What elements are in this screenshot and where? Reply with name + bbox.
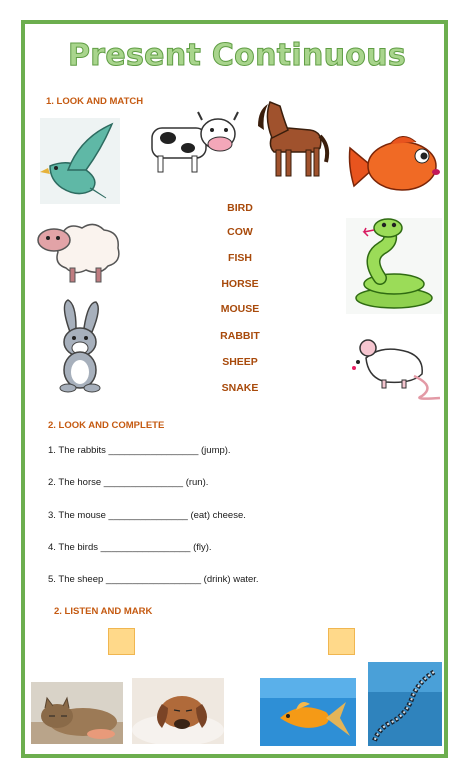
word-cow: COW — [227, 226, 253, 238]
word-sheep: SHEEP — [222, 356, 258, 368]
sentence-4: 4. The birds _________________ (fly). — [48, 542, 212, 553]
sea-snake-photo[interactable] — [368, 662, 442, 746]
mouse-icon — [352, 334, 442, 402]
word-mouse: MOUSE — [220, 303, 260, 315]
sheep-icon — [34, 214, 126, 286]
goldfish-photo[interactable] — [260, 678, 356, 746]
mark-box-left[interactable] — [108, 628, 135, 655]
section-listen-and-mark: 2. LISTEN AND MARK — [54, 606, 153, 617]
bird-icon — [40, 118, 120, 204]
sentence-1: 1. The rabbits _________________ (jump). — [48, 445, 231, 456]
word-fish: FISH — [228, 252, 252, 264]
sleeping-dog-photo[interactable] — [132, 678, 224, 744]
word-snake: SNAKE — [221, 382, 259, 394]
word-bird: BIRD — [227, 202, 253, 214]
mark-box-right[interactable] — [328, 628, 355, 655]
sentence-2: 2. The horse _______________ (run). — [48, 477, 209, 488]
worksheet-title: Present Continuous — [67, 38, 407, 73]
snake-icon — [346, 218, 442, 314]
horse-icon — [254, 96, 330, 182]
section-look-and-complete: 2. LOOK AND COMPLETE — [48, 420, 165, 431]
fish-icon — [346, 130, 446, 200]
cow-icon — [148, 108, 240, 178]
sentence-5: 5. The sheep __________________ (drink) water. — [48, 574, 259, 585]
section-look-and-match: 1. LOOK AND MATCH — [46, 96, 144, 107]
sentence-3: 3. The mouse _______________ (eat) cheese. — [48, 510, 246, 521]
sleeping-kitten-photo[interactable] — [31, 682, 123, 744]
word-horse: HORSE — [221, 278, 259, 290]
word-rabbit: RABBIT — [220, 330, 260, 342]
rabbit-icon — [52, 298, 108, 394]
